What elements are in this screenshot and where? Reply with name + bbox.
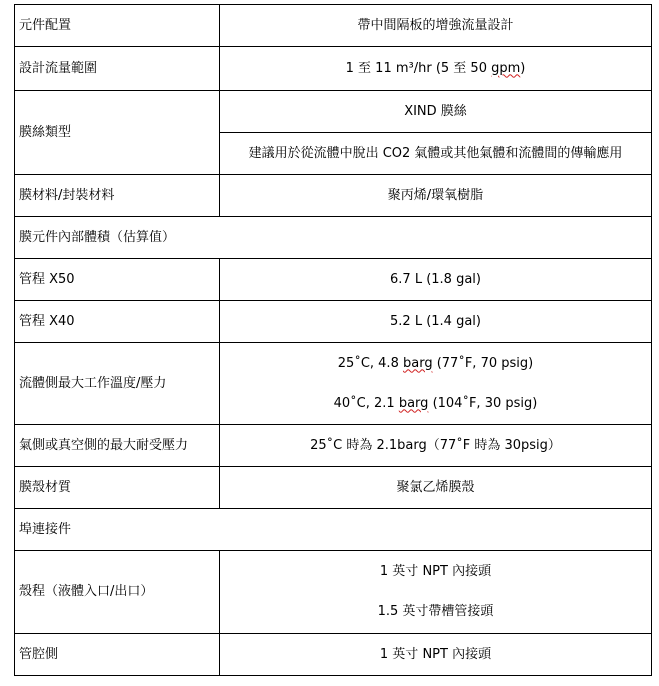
line-gap bbox=[224, 372, 647, 396]
row-value: 建議用於從流體中脫出 CO2 氣體或其他氣體和流體間的傳輸應用 bbox=[220, 133, 652, 175]
spec-table bbox=[14, 4, 652, 676]
table-row bbox=[15, 425, 652, 467]
row-label: 氣側或真空側的最大耐受壓力 bbox=[15, 425, 220, 467]
row-value: 6.7 L (1.8 gal) bbox=[220, 259, 652, 301]
row-value: XIND 膜絲 bbox=[220, 91, 652, 133]
table-row bbox=[15, 259, 652, 301]
row-label: 管程 X40 bbox=[15, 301, 220, 343]
table-row bbox=[15, 343, 652, 425]
section-header: 埠連接件 bbox=[15, 509, 652, 551]
table-row bbox=[15, 47, 652, 91]
row-value: 聚氯乙烯膜殼 bbox=[220, 467, 652, 509]
row-label: 膜材料/封裝材料 bbox=[15, 175, 220, 217]
row-value bbox=[220, 343, 652, 425]
table-row bbox=[15, 5, 652, 47]
row-value: 25˚C 時為 2.1barg（77˚F 時為 30psig） bbox=[220, 425, 652, 467]
spec-document bbox=[14, 4, 652, 676]
table-row bbox=[15, 634, 652, 676]
row-value: 聚丙烯/環氧樹脂 bbox=[220, 175, 652, 217]
row-value: 5.2 L (1.4 gal) bbox=[220, 301, 652, 343]
table-row bbox=[15, 175, 652, 217]
row-value bbox=[220, 551, 652, 634]
value-text: ) bbox=[520, 60, 526, 76]
table-row bbox=[15, 509, 652, 551]
spellcheck-word: barg bbox=[398, 395, 429, 411]
row-label: 元件配置 bbox=[15, 5, 220, 47]
value-line bbox=[224, 396, 647, 412]
table-row bbox=[15, 301, 652, 343]
row-label: 膜殼材質 bbox=[15, 467, 220, 509]
table-row bbox=[15, 217, 652, 259]
table-row bbox=[15, 551, 652, 634]
section-header: 膜元件內部體積（估算值） bbox=[15, 217, 652, 259]
row-label: 膜絲類型 bbox=[15, 91, 220, 175]
row-value: 帶中間隔板的增強流量設計 bbox=[220, 5, 652, 47]
value-line: 1.5 英寸帶槽管接頭 bbox=[377, 604, 494, 619]
row-label: 管腔側 bbox=[15, 634, 220, 676]
spellcheck-word: barg bbox=[402, 355, 433, 371]
table-row bbox=[15, 91, 652, 133]
row-label: 流體側最大工作溫度/壓力 bbox=[15, 343, 220, 425]
value-text: (104˚F, 30 psig) bbox=[428, 395, 538, 411]
row-value bbox=[220, 47, 652, 91]
value-text: 25˚C, 4.8 bbox=[337, 355, 403, 371]
value-line bbox=[224, 356, 647, 372]
row-label: 管程 X50 bbox=[15, 259, 220, 301]
row-value: 1 英寸 NPT 內接頭 bbox=[220, 634, 652, 676]
row-label: 殼程（液體入口/出口） bbox=[15, 551, 220, 634]
row-label: 設計流量範圍 bbox=[15, 47, 220, 91]
value-text: 40˚C, 2.1 bbox=[333, 395, 399, 411]
line-gap bbox=[224, 580, 647, 604]
value-line: 1 英寸 NPT 內接頭 bbox=[379, 564, 492, 579]
value-text: 1 至 11 m³/hr (5 至 50 bbox=[345, 60, 492, 76]
value-text: (77˚F, 70 psig) bbox=[432, 355, 534, 371]
spellcheck-word: gpm bbox=[491, 60, 521, 76]
table-row bbox=[15, 467, 652, 509]
